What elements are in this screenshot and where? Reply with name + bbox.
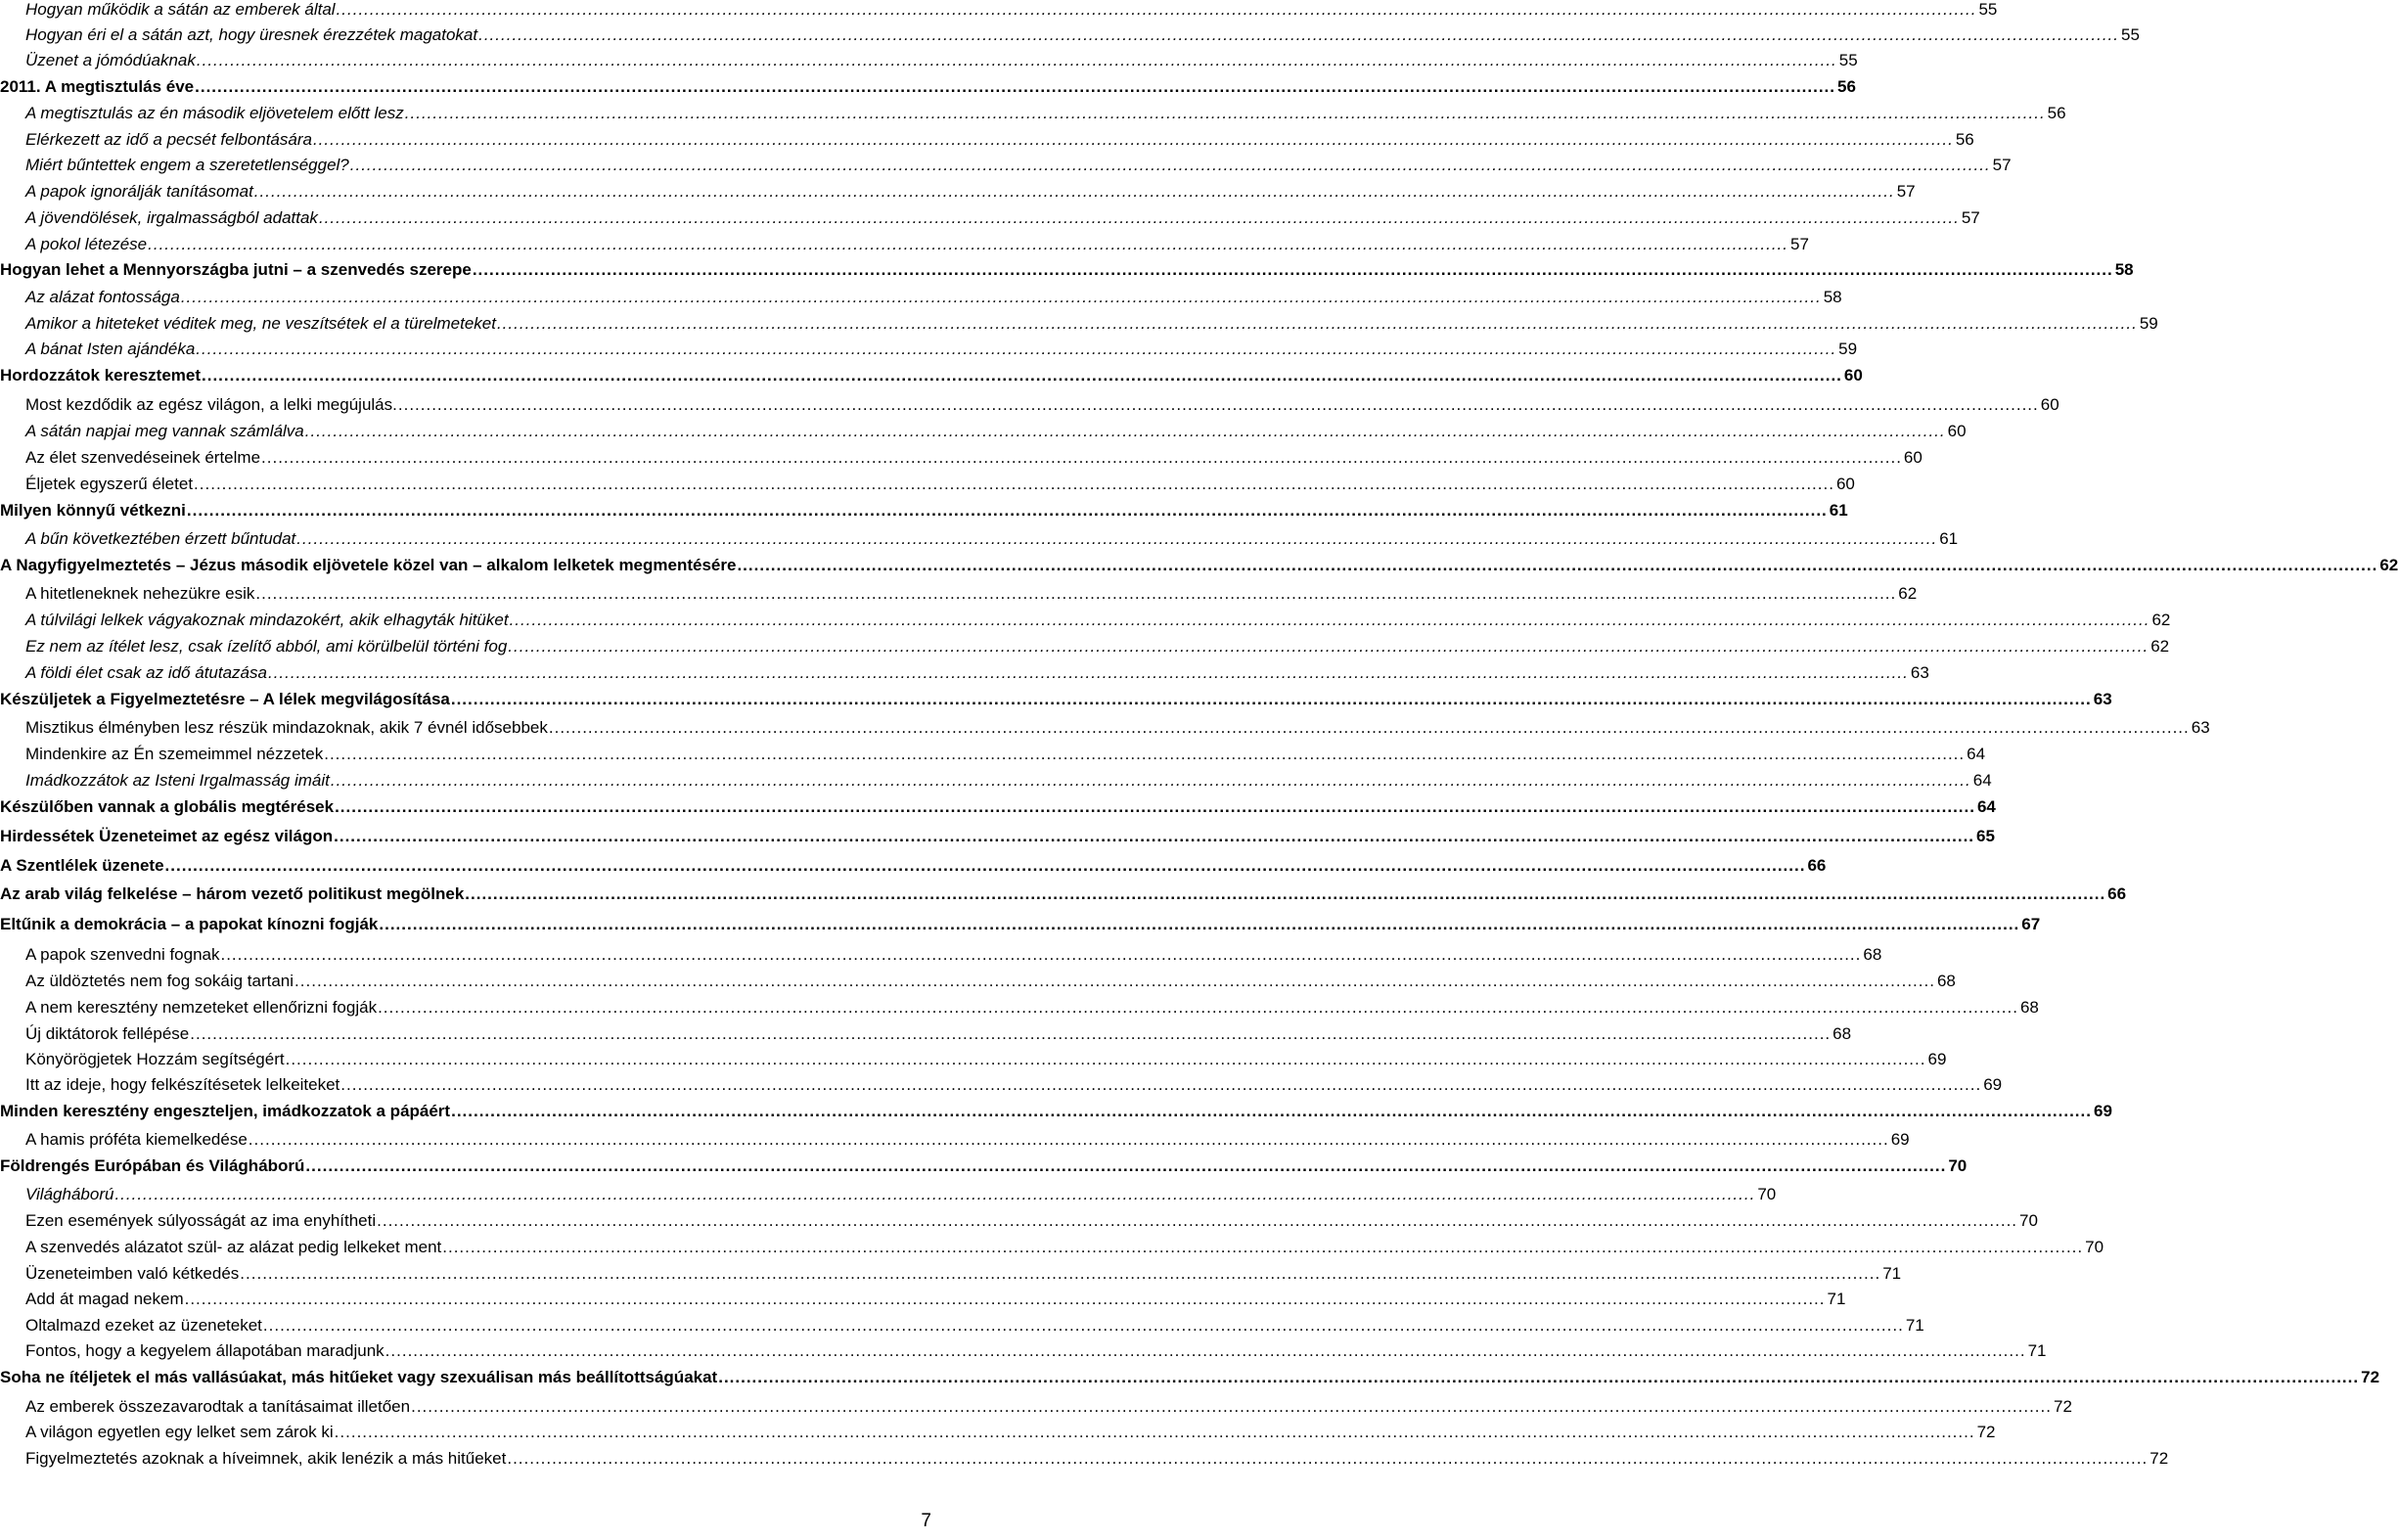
toc-entry-title: Hogyan éri el a sátán azt, hogy üresnek érezzétek magatokat — [25, 25, 478, 44]
toc-entry-title: A bánat Isten ajándéka — [25, 340, 196, 358]
toc-entry[interactable] — [0, 235, 1809, 256]
toc-dot-leader — [261, 448, 1902, 468]
toc-entry-page: 55 — [1978, 0, 1998, 19]
toc-entry-title: A Nagyfigyelmeztetés – Jézus második eljövetele közel van – alkalom lelketek megmentésére — [0, 556, 737, 574]
toc-entry-page: 68 — [1832, 1024, 1852, 1043]
toc-entry-page: 58 — [2114, 260, 2134, 279]
toc-entry-title: A földi élet csak az idő átutazása — [25, 663, 267, 682]
toc-entry-title: A papok szenvedni fognak — [25, 945, 220, 964]
toc-entry-page: 66 — [1807, 856, 1827, 875]
toc-entry[interactable] — [0, 1050, 1947, 1071]
toc-entry[interactable] — [0, 998, 2039, 1019]
toc-entry-title: A szenvedés alázatot szül- az alázat pedig lelkeket ment — [25, 1238, 442, 1256]
toc-entry[interactable] — [0, 25, 2140, 47]
toc-entry-title: A sátán napjai meg vannak számlálva — [25, 422, 304, 440]
toc-entry-page: 64 — [1972, 771, 1992, 790]
toc-entry-title: A hamis próféta kiemelkedése — [25, 1130, 248, 1149]
toc-entry-page: 70 — [2019, 1211, 2038, 1230]
toc-entry-page: 59 — [2139, 314, 2158, 333]
toc-entry-page: 70 — [2085, 1238, 2104, 1256]
toc-entry-page: 71 — [1882, 1264, 1902, 1283]
toc-entry-page: 59 — [1838, 340, 1858, 358]
toc-entry-title: Hordozzátok keresztemet — [0, 366, 202, 385]
toc-dot-leader — [507, 1449, 2148, 1469]
toc-dot-leader — [263, 1316, 1904, 1336]
toc-dot-leader — [195, 77, 1835, 97]
toc-entry-page: 72 — [2149, 1449, 2169, 1468]
toc-dot-leader — [378, 998, 2018, 1018]
toc-dot-leader — [737, 556, 2377, 575]
toc-entry[interactable] — [0, 945, 1882, 967]
toc-dot-leader — [451, 1102, 2092, 1121]
toc-entry-page: 62 — [2150, 637, 2170, 656]
toc-entry[interactable] — [0, 690, 2112, 711]
toc-dot-leader — [379, 915, 2019, 934]
toc-dot-leader — [313, 130, 1954, 150]
page-number: 7 — [921, 1511, 931, 1531]
toc-dot-leader — [197, 51, 1837, 70]
toc-entry-title: Az üldöztetés nem fog sokáig tartani — [25, 972, 294, 990]
toc-dot-leader — [240, 1264, 1880, 1284]
toc-entry-title: Amikor a hiteteket véditek meg, ne veszítsétek el a türelmeteket — [25, 314, 496, 333]
toc-dot-leader — [335, 797, 1975, 817]
toc-entry[interactable] — [0, 718, 2210, 740]
toc-entry[interactable] — [0, 663, 1929, 685]
toc-entry[interactable] — [0, 314, 2158, 336]
toc-entry-page: 55 — [1838, 51, 1858, 69]
toc-dot-leader — [411, 1397, 2052, 1417]
toc-entry[interactable] — [0, 611, 2171, 632]
toc-entry[interactable] — [0, 501, 1848, 522]
toc-entry-page: 71 — [2027, 1341, 2047, 1360]
toc-entry-page: 71 — [1827, 1290, 1846, 1308]
toc-entry-title: Készülőben vannak a globális megtérések — [0, 797, 335, 816]
toc-entry-title: A Szentlélek üzenete — [0, 856, 164, 875]
toc-entry[interactable] — [0, 260, 2134, 282]
toc-entry-page: 64 — [1976, 797, 1996, 816]
toc-entry-title: A nem keresztény nemzeteket ellenőrizni fogják — [25, 998, 378, 1017]
toc-entry-title: Éljetek egyszerű életet — [25, 475, 194, 493]
toc-entry-page: 69 — [1927, 1050, 1947, 1068]
toc-entry[interactable] — [0, 422, 1967, 443]
toc-dot-leader — [508, 637, 2149, 657]
toc-entry-title: Soha ne ítéljetek el más vallásúakat, más hitűeket vagy szexuálisan más beállítottságúakat — [0, 1368, 718, 1386]
toc-entry-title: Eltűnik a demokrácia – a papokat kínozni fogják — [0, 915, 379, 933]
toc-entry-title: Minden keresztény engeszteljen, imádkozzatok a pápáért — [0, 1102, 451, 1120]
toc-entry-page: 60 — [1903, 448, 1923, 467]
toc-dot-leader — [473, 260, 2113, 280]
toc-dot-leader — [350, 156, 1991, 175]
toc-dot-leader — [202, 366, 1842, 385]
toc-entry-title: Itt az ideje, hogy felkészítésetek lelkeiteket — [25, 1075, 340, 1094]
toc-entry-page: 72 — [2361, 1368, 2380, 1386]
toc-entry-title: A bűn következtében érzett bűntudat — [25, 529, 296, 548]
toc-entry[interactable] — [0, 529, 1959, 551]
toc-entry[interactable] — [0, 1290, 1846, 1311]
toc-entry-title: Földrengés Európában és Világháború — [0, 1156, 305, 1175]
toc-dot-leader — [718, 1368, 2359, 1387]
toc-dot-leader — [398, 395, 2039, 415]
toc-entry-title: A pokol létezése — [25, 235, 148, 253]
toc-dot-leader — [340, 1075, 1981, 1095]
toc-entry[interactable] — [0, 915, 2041, 936]
toc-entry[interactable] — [0, 104, 2066, 125]
toc-entry-title: A túlvilági lelkek vágyakoznak mindazokért, akik elhagyták hitüket — [25, 611, 509, 629]
toc-entry[interactable] — [0, 584, 1918, 606]
toc-dot-leader — [319, 208, 1960, 228]
toc-dot-leader — [478, 25, 2119, 45]
toc-entry-title: Üzenet a jómódúaknak — [25, 51, 196, 69]
toc-entry-page: 68 — [2019, 998, 2039, 1017]
toc-dot-leader — [377, 1211, 2017, 1231]
toc-entry-title: Az élet szenvedéseinek értelme — [25, 448, 261, 467]
toc-dot-leader — [165, 856, 1806, 876]
toc-dot-leader — [331, 771, 1971, 791]
toc-entry-page: 61 — [1939, 529, 1959, 548]
toc-entry[interactable] — [0, 51, 1858, 72]
toc-dot-leader — [335, 1423, 1975, 1442]
toc-entry-page: 63 — [2093, 690, 2112, 708]
toc-entry[interactable] — [0, 556, 2398, 577]
toc-entry-title: Oltalmazd ezeket az üzeneteket — [25, 1316, 262, 1335]
toc-dot-leader — [497, 314, 2138, 334]
toc-entry-page: 63 — [1910, 663, 1929, 682]
toc-dot-leader — [510, 611, 2150, 630]
toc-entry[interactable] — [0, 1264, 1902, 1286]
toc-entry-page: 61 — [1829, 501, 1848, 520]
toc-dot-leader — [549, 718, 2190, 738]
toc-entry[interactable] — [0, 827, 1995, 848]
toc-entry[interactable] — [0, 288, 1842, 309]
toc-entry-page: 69 — [1890, 1130, 1910, 1149]
toc-entry[interactable] — [0, 1449, 2169, 1471]
toc-entry[interactable] — [0, 1368, 2380, 1389]
toc-entry[interactable] — [0, 1238, 2104, 1259]
toc-entry-title: Ezen események súlyosságát az ima enyhítheti — [25, 1211, 377, 1230]
toc-dot-leader — [296, 529, 1937, 549]
toc-entry-page: 72 — [1976, 1423, 1996, 1441]
toc-entry-title: Hogyan lehet a Mennyországba jutni – a szenvedés szerepe — [0, 260, 472, 279]
toc-dot-leader — [220, 945, 1861, 965]
toc-dot-leader — [305, 422, 1946, 441]
toc-entry[interactable] — [0, 1024, 1852, 1046]
toc-entry-page: 70 — [1948, 1156, 1968, 1175]
toc-entry-page: 68 — [1863, 945, 1882, 964]
toc-dot-leader — [196, 340, 1836, 359]
toc-dot-leader — [337, 0, 1977, 20]
toc-entry[interactable] — [0, 156, 2012, 177]
toc-dot-leader — [465, 884, 2105, 904]
toc-entry-title: Az emberek összezavarodtak a tanításaimat illetően — [25, 1397, 411, 1416]
toc-entry[interactable] — [0, 1211, 2038, 1233]
toc-dot-leader — [187, 501, 1828, 521]
toc-entry[interactable] — [0, 340, 1858, 361]
toc-entry[interactable] — [0, 395, 2059, 417]
toc-entry-page: 56 — [1837, 77, 1856, 96]
toc-entry-title: Világháború — [25, 1185, 114, 1203]
toc-entry[interactable] — [0, 0, 1998, 22]
toc-entry[interactable] — [0, 475, 1855, 496]
toc-entry-page: 57 — [1961, 208, 1980, 227]
toc-entry-page: 62 — [1898, 584, 1918, 603]
toc-entry[interactable] — [0, 1423, 1996, 1444]
toc-entry-title: A papok ignorálják tanításomat — [25, 182, 253, 201]
toc-entry-title: A megtisztulás az én második eljövetelem előtt lesz — [25, 104, 404, 122]
toc-entry-title: Figyelmeztetés azoknak a híveimnek, akik lenézik a más hitűeket — [25, 1449, 507, 1468]
toc-entry-title: Ez nem az ítélet lesz, csak ízelítő abból, ami körülbelül történi fog — [25, 637, 508, 656]
toc-entry[interactable] — [0, 1156, 1968, 1178]
toc-entry[interactable] — [0, 208, 1980, 230]
toc-entry-page: 62 — [2151, 611, 2171, 629]
toc-entry-page: 67 — [2021, 915, 2041, 933]
toc-entry[interactable] — [0, 448, 1923, 470]
toc-dot-leader — [148, 235, 1788, 254]
toc-entry[interactable] — [0, 1185, 1777, 1206]
toc-entry[interactable] — [0, 130, 1974, 152]
toc-entry-title: Üzeneteimben való kétkedés — [25, 1264, 240, 1283]
toc-entry-title: Milyen könnyű vétkezni — [0, 501, 186, 520]
toc-entry[interactable] — [0, 1102, 2112, 1123]
toc-dot-leader — [405, 104, 2046, 123]
toc-entry-page: 65 — [1976, 827, 1995, 845]
toc-dot-leader — [334, 827, 1974, 846]
toc-entry[interactable] — [0, 366, 1863, 387]
toc-entry-title: A jövendölések, irgalmasságból adattak — [25, 208, 318, 227]
toc-dot-leader — [255, 584, 1896, 604]
toc-dot-leader — [286, 1050, 1926, 1069]
toc-entry-page: 71 — [1905, 1316, 1924, 1335]
toc-dot-leader — [385, 1341, 2026, 1361]
toc-entry[interactable] — [0, 77, 1856, 99]
toc-entry-page: 57 — [1896, 182, 1916, 201]
toc-entry-title: Könyörögjetek Hozzám segítségért — [25, 1050, 285, 1068]
toc-entry-title: Add át magad nekem — [25, 1290, 184, 1308]
toc-entry-page: 69 — [2093, 1102, 2112, 1120]
toc-dot-leader — [181, 288, 1822, 307]
toc-entry-title: Készüljetek a Figyelmeztetésre – A lélek megvilágosítása — [0, 690, 450, 708]
toc-entry-page: 56 — [2047, 104, 2066, 122]
toc-entry-page: 60 — [1843, 366, 1863, 385]
toc-entry-title: Fontos, hogy a kegyelem állapotában maradjunk — [25, 1341, 385, 1360]
toc-entry-title: Az arab világ felkelése – három vezető politikust megölnek — [0, 884, 465, 903]
toc-entry-title: 2011. A megtisztulás éve — [0, 77, 195, 96]
toc-entry-page: 58 — [1823, 288, 1842, 306]
toc-dot-leader — [185, 1290, 1826, 1309]
toc-entry-title: Hogyan működik a sátán az emberek által — [25, 0, 336, 19]
toc-dot-leader — [294, 972, 1935, 991]
toc-entry-title: A világon egyetlen egy lelket sem zárok ki — [25, 1423, 334, 1441]
toc-entry-page: 62 — [2379, 556, 2398, 574]
toc-entry-title: Elérkezett az idő a pecsét felbontására — [25, 130, 312, 149]
toc-entry-title: Új diktátorok fellépése — [25, 1024, 190, 1043]
toc-dot-leader — [324, 745, 1965, 764]
toc-entry[interactable] — [0, 1130, 1910, 1152]
toc-entry[interactable] — [0, 637, 2170, 658]
toc-entry-page: 57 — [1790, 235, 1809, 253]
toc-entry[interactable] — [0, 1075, 2003, 1097]
toc-entry[interactable] — [0, 972, 1956, 993]
toc-dot-leader — [442, 1238, 2083, 1257]
toc-entry-title: A hitetleneknek nehezükre esik — [25, 584, 255, 603]
toc-entry-page: 64 — [1967, 745, 1986, 763]
toc-entry[interactable] — [0, 745, 1986, 766]
toc-entry-title: Az alázat fontossága — [25, 288, 180, 306]
toc-entry-page: 72 — [2053, 1397, 2072, 1416]
toc-entry-title: Most kezdődik az egész világon, a lelki megújulás. — [25, 395, 397, 414]
toc-entry-page: 56 — [1955, 130, 1974, 149]
toc-entry-page: 70 — [1757, 1185, 1777, 1203]
toc-entry[interactable] — [0, 1397, 2072, 1419]
toc-entry[interactable] — [0, 1316, 1924, 1337]
toc-entry-page: 66 — [2107, 884, 2127, 903]
toc-entry[interactable] — [0, 797, 1996, 819]
toc-entry-page: 60 — [1947, 422, 1967, 440]
toc-entry-page: 60 — [1835, 475, 1855, 493]
toc-entry-page: 57 — [1992, 156, 2012, 174]
toc-dot-leader — [254, 182, 1895, 202]
toc-entry-title: Imádkozzátok az Isteni Irgalmasság imáit — [25, 771, 330, 790]
toc-dot-leader — [190, 1024, 1831, 1044]
toc-entry-title: Miért bűntettek engem a szeretetlenséggel? — [25, 156, 349, 174]
toc-entry-title: Misztikus élményben lesz részük mindazoknak, akik 7 évnél idősebbek — [25, 718, 548, 737]
toc-entry[interactable] — [0, 856, 1827, 878]
toc-dot-leader — [194, 475, 1834, 494]
toc-entry-page: 63 — [2191, 718, 2210, 737]
toc-entry-title: Mindenkire az Én szemeimmel nézzetek — [25, 745, 324, 763]
toc-entry-page: 69 — [1983, 1075, 2003, 1094]
toc-dot-leader — [114, 1185, 1755, 1204]
toc-entry-page: 60 — [2040, 395, 2059, 414]
toc-entry[interactable] — [0, 182, 1916, 204]
toc-entry-page: 68 — [1936, 972, 1956, 990]
toc-dot-leader — [249, 1130, 1889, 1150]
toc-dot-leader — [268, 663, 1909, 683]
toc-entry[interactable] — [0, 1341, 2047, 1363]
toc-entry-title: Hirdessétek Üzeneteimet az egész világon — [0, 827, 334, 845]
toc-entry[interactable] — [0, 771, 1992, 793]
toc-entry-page: 55 — [2121, 25, 2140, 44]
toc-dot-leader — [305, 1156, 1946, 1176]
toc-entry[interactable] — [0, 884, 2127, 906]
toc-dot-leader — [451, 690, 2092, 709]
